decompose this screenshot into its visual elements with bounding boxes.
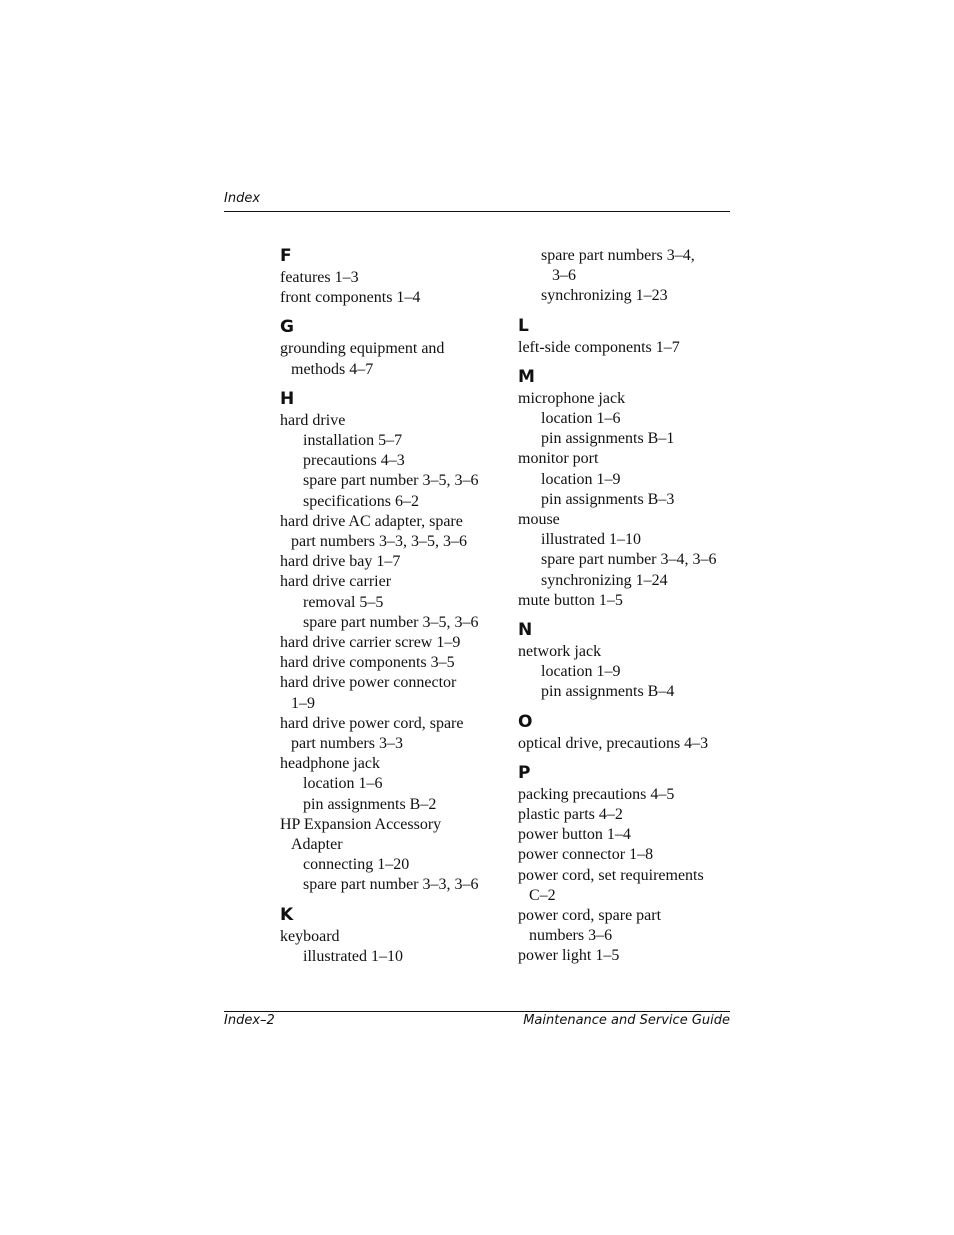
index-subentry: location 1–6 (541, 410, 621, 428)
index-subentry: pin assignments B–1 (541, 430, 675, 448)
index-subentry: installation 5–7 (303, 432, 403, 450)
index-entry: hard drive power cord, spare (280, 714, 464, 732)
index-column-right (518, 246, 738, 967)
index-column-left (280, 246, 510, 967)
index-subentry: Adapter (291, 836, 343, 854)
index-entry: hard drive power connector (280, 674, 457, 692)
index-entry: mouse (518, 511, 560, 529)
index-subentry: part numbers 3–3, 3–5, 3–6 (291, 533, 467, 551)
index-subentry: location 1–9 (541, 470, 621, 488)
index-entry: hard drive carrier screw 1–9 (280, 634, 461, 652)
index-subentry: removal 5–5 (303, 593, 384, 611)
book-title: Maintenance and Service Guide (523, 1013, 730, 1028)
index-entry: power light 1–5 (518, 947, 620, 965)
index-entry: power cord, spare part (518, 907, 662, 925)
index-entry: hard drive components 3–5 (280, 654, 455, 672)
index-subentry: location 1–9 (541, 663, 621, 681)
index-entry: grounding equipment and (280, 340, 445, 358)
index-entry: monitor port (518, 450, 599, 468)
index-section-letter: M (518, 366, 535, 387)
index-entry: left-side components 1–7 (518, 338, 680, 356)
index-subentry: part numbers 3–3 (291, 735, 403, 753)
index-subentry: methods 4–7 (291, 360, 374, 378)
index-entry: mute button 1–5 (518, 591, 623, 609)
page-number: Index–2 (224, 1013, 275, 1028)
index-entry: headphone jack (280, 755, 380, 773)
index-subentry: spare part numbers 3–4, (541, 247, 695, 264)
index-entry: power connector 1–8 (518, 846, 654, 864)
index-subentry: pin assignments B–3 (541, 490, 675, 508)
index-subentry: connecting 1–20 (303, 856, 410, 874)
index-entry: features 1–3 (280, 269, 359, 286)
index-subentry: pin assignments B–2 (303, 795, 437, 813)
index-entry: optical drive, precautions 4–3 (518, 734, 709, 752)
index-section-letter: G (280, 317, 294, 338)
index-subentry: 3–6 (552, 267, 576, 285)
index-subentry: spare part number 3–5, 3–6 (303, 472, 479, 490)
index-section-letter: L (518, 315, 529, 336)
index-section-letter: K (280, 904, 294, 925)
index-section-letter: H (280, 388, 295, 409)
index-entry: power cord, set requirements (518, 866, 704, 884)
index-subentry: synchronizing 1–24 (541, 571, 668, 589)
index-subentry: specifications 6–2 (303, 492, 419, 510)
index-subentry: spare part number 3–5, 3–6 (303, 613, 479, 631)
index-entry: front components 1–4 (280, 289, 421, 307)
index-subentry: spare part number 3–4, 3–6 (541, 551, 717, 569)
index-subentry: 1–9 (291, 694, 315, 712)
index-section-letter: O (518, 711, 533, 732)
index-subentry: numbers 3–6 (529, 927, 613, 945)
header-rule (224, 211, 730, 212)
index-subentry: illustrated 1–10 (303, 947, 403, 965)
index-subentry: spare part number 3–3, 3–6 (303, 876, 479, 894)
index-entry: network jack (518, 643, 602, 661)
index-section-letter: N (518, 620, 533, 641)
running-head: Index (224, 191, 261, 206)
index-subentry: synchronizing 1–23 (541, 287, 668, 305)
index-subentry: C–2 (529, 886, 556, 904)
index-subentry: illustrated 1–10 (541, 531, 641, 549)
index-section-letter: P (518, 762, 531, 783)
index-entry: power button 1–4 (518, 826, 631, 844)
index-subentry: location 1–6 (303, 775, 383, 793)
index-section-letter: F (280, 246, 292, 266)
index-entry: hard drive bay 1–7 (280, 553, 401, 571)
index-entry: keyboard (280, 927, 340, 945)
index-entry: packing precautions 4–5 (518, 785, 675, 803)
index-entry: HP Expansion Accessory (280, 815, 442, 833)
index-entry: plastic parts 4–2 (518, 806, 623, 824)
index-subentry: precautions 4–3 (303, 452, 405, 470)
footer-rule (224, 1011, 730, 1012)
index-entry: hard drive AC adapter, spare (280, 512, 463, 530)
index-entry: microphone jack (518, 389, 626, 407)
index-entry: hard drive (280, 411, 346, 429)
index-entry: hard drive carrier (280, 573, 392, 591)
index-subentry: pin assignments B–4 (541, 683, 675, 701)
